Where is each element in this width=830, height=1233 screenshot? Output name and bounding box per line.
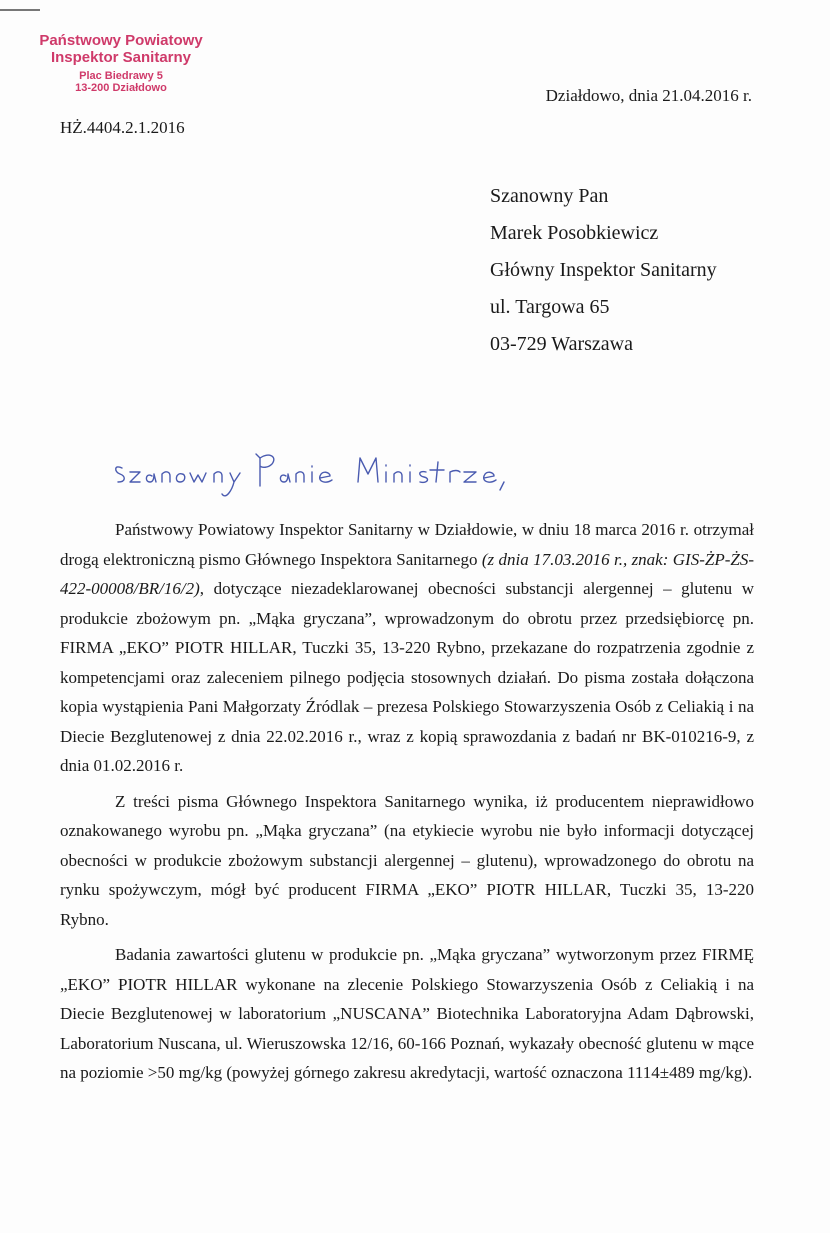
handwritten-salutation <box>110 442 530 502</box>
paragraph-1 <box>60 515 754 781</box>
office-stamp <box>26 32 216 95</box>
stamp-line-4: 13-200 Działdowo <box>75 82 167 95</box>
paragraph-3: Badania zawartości glutenu w produkcie pn. „Mąka gryczana” wytworzonym przez FIRMĘ „EKO” PIOTR HILLAR wykonane na zlecenie Polskiego Stowarzyszenia Osób z Celiakią i na Diecie Bezglutenowej w laboratorium „NUSCANA” Biotechnika Laboratoryjna Adam Dąbrowski, Laboratorium Nuscana, ul. Wieruszowska 12/16, 60-166 Poznań, wykazały obecność glutenu w mące na poziomie >50 mg/kg (powyżej górnego zakresu akredytacji, wartość oznaczona 1114±489 mg/kg). <box>60 945 754 1082</box>
scan-edge-mark <box>0 9 40 11</box>
date-line: Działdowo, dnia 21.04.2016 r. <box>545 86 752 105</box>
addressee-block <box>490 178 717 363</box>
stamp-line-3: Plac Biedrawy 5 <box>79 69 163 82</box>
addressee-line-3: Główny Inspektor Sanitarny <box>490 259 717 281</box>
addressee-line-1: Szanowny Pan <box>490 185 609 207</box>
addressee-line-2: Marek Posobkiewicz <box>490 222 659 244</box>
stamp-line-1: Państwowy Powiatowy <box>39 32 203 49</box>
paragraph-2: Z treści pisma Głównego Inspektora Sanitarnego wynika, iż producentem nieprawidłowo oznakowanego wyrobu pn. „Mąka gryczana” (na etykiecie wyrobu nie było informacji dotyczącej obecności w produkcie zbożowym substancji alergennej – glutenu), wprowadzonego do obrotu na rynku spożywczym, mógł być producent FIRMA „EKO” PIOTR HILLAR, Tuczki 35, 13-220 Rybno. <box>60 791 754 929</box>
letter-body <box>60 515 754 1094</box>
case-number: HŻ.4404.2.1.2016 <box>60 118 185 137</box>
addressee-line-4: ul. Targowa 65 <box>490 296 610 318</box>
paragraph-1-reference: (z dnia 17.03.2016 r., znak: GIS-ŻP-ŻS-422-00008/BR/16/2) <box>60 549 754 598</box>
stamp-line-2: Inspektor Sanitarny <box>50 49 192 67</box>
addressee-line-5: 03-729 Warszawa <box>490 333 633 355</box>
paragraph-1-part-b: , dotyczące niezadeklarowanej obecności substancji alergennej – glutenu w produkcie zbożowym pn. „Mąka gryczana”, wprowadzonym do obrotu przez przedsiębiorcę pn. FIRMA „EKO” PIOTR HILLAR, Tuczki 35, 13-220 Rybno, przekazane do rozpatrzenia zgodnie z kompetencjami oraz zaleceniem pilnego podjęcia stosownych działań. Do pisma została dołączona kopia wystąpienia Pani Małgorzaty Źródlak – prezesa Polskiego Stowarzyszenia Osób z Celiakią i na Diecie Bezglutenowej z dnia 22.02.2016 r., wraz z kopią sprawozdania z badań nr BK-010216-9, z dnia 01.02.2016 r. <box>60 579 754 775</box>
paragraph-1-part-a: Państwowy Powiatowy Inspektor Sanitarny w Działdowie, w dniu 18 marca 2016 r. otrzymał drogą elektroniczną pismo Głównego Inspektora Sanitarnego <box>60 520 754 569</box>
